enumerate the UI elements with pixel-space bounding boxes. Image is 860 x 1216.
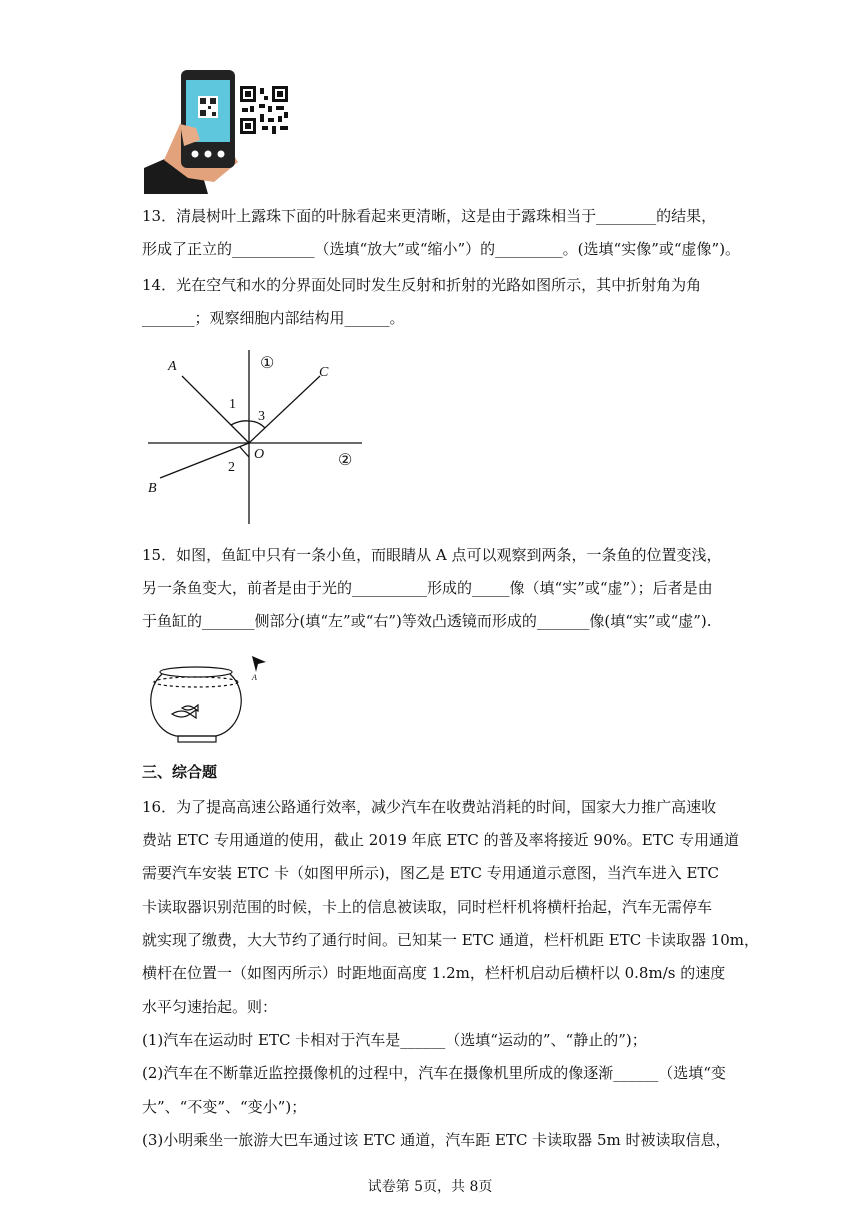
q16-line3: 需要汽车安装 ETC 卡（如图甲所示)，图乙是 ETC 专用通道示意图，当汽车进入 ETC [142, 864, 719, 882]
label-c: C [319, 365, 329, 380]
label-region-1: ① [260, 355, 275, 372]
section-3-title: 三、综合题 [142, 763, 218, 781]
angle-1-arc [231, 421, 249, 425]
fish-1 [172, 710, 196, 718]
ray-b [160, 443, 249, 478]
label-o: O [254, 447, 265, 462]
bowl-body [151, 674, 241, 736]
phone-qr-illustration [144, 70, 296, 194]
label-angle-3: 3 [258, 409, 265, 424]
bowl-base [178, 736, 216, 742]
q13-line1: 13．清晨树叶上露珠下面的叶脉看起来更清晰，这是由于露珠相当于________的结果， [142, 207, 717, 225]
q16-sub2-line1: (2)汽车在不断靠近监控摄像机的过程中，汽车在摄像机里所成的像逐渐______（选填“变 [142, 1064, 726, 1082]
fishbowl-illustration [148, 652, 270, 748]
q16-sub3: (3)小明乘坐一旅游大巴车通过该 ETC 通道，汽车距 ETC 卡读取器 5m 时被读取信息， [142, 1131, 731, 1149]
q14-line1: 14．光在空气和水的分界面处同时发生反射和折射的光路如图所示，其中折射角为角 [142, 276, 702, 294]
eye-icon [252, 656, 266, 672]
bowl-rim [160, 667, 232, 677]
q16-sub1: (1)汽车在运动时 ETC 卡相对于汽车是______（选填“运动的”、“静止的”)； [142, 1031, 647, 1049]
q15-line3: 于鱼缸的_______侧部分(填“左”或“右”)等效凸透镜而形成的_______像(填“实”或“虚”). [142, 612, 712, 630]
label-angle-1: 1 [229, 397, 236, 412]
q13-line2: 形成了正立的___________（选填“放大”或“缩小”）的_________。(选填“实像”或“虚像”)。 [142, 240, 741, 258]
label-a: A [168, 359, 177, 374]
label-region-2: ② [338, 452, 353, 469]
light-path-diagram [140, 344, 370, 526]
label-b: B [148, 481, 157, 496]
page-footer: 试卷第 5页，共 8页 [367, 1179, 493, 1195]
q16-line6: 横杆在位置一（如图丙所示）时距地面高度 1.2m，栏杆机启动后横杆以 0.8m/s 的速度 [142, 964, 726, 982]
label-angle-2: 2 [228, 460, 235, 475]
q16-line5: 就实现了缴费，大大节约了通行时间。已知某一 ETC 通道，栏杆机距 ETC 卡读取器 10m， [142, 931, 760, 949]
q15-line2: 另一条鱼变大，前者是由于光的__________形成的_____像（填“实”或“虚”）；后者是由 [142, 579, 713, 597]
q16-sub2-line2: 大”、“不变”、“变小”)； [142, 1098, 307, 1116]
q16-line1: 16．为了提高高速公路通行效率，减少汽车在收费站消耗的时间，国家大力推广高速收 [142, 798, 717, 816]
q16-line7: 水平匀速抬起。则： [142, 998, 278, 1016]
q16-line2: 费站 ETC 专用通道的使用，截止 2019 年底 ETC 的普及率将接近 90%。ETC 专用通道 [142, 831, 739, 849]
q14-line2: _______；观察细胞内部结构用______。 [142, 309, 405, 327]
q16-line4: 卡读取器识别范围的时候，卡上的信息被读取，同时栏杆机将横杆抬起，汽车无需停车 [142, 898, 713, 916]
angle-2-arc [240, 447, 249, 457]
q15-line1: 15．如图，鱼缸中只有一条小鱼，而眼睛从 A 点可以观察到两条，一条鱼的位置变浅， [142, 546, 722, 564]
ray-a [182, 376, 249, 443]
eye-label: A [252, 673, 257, 682]
